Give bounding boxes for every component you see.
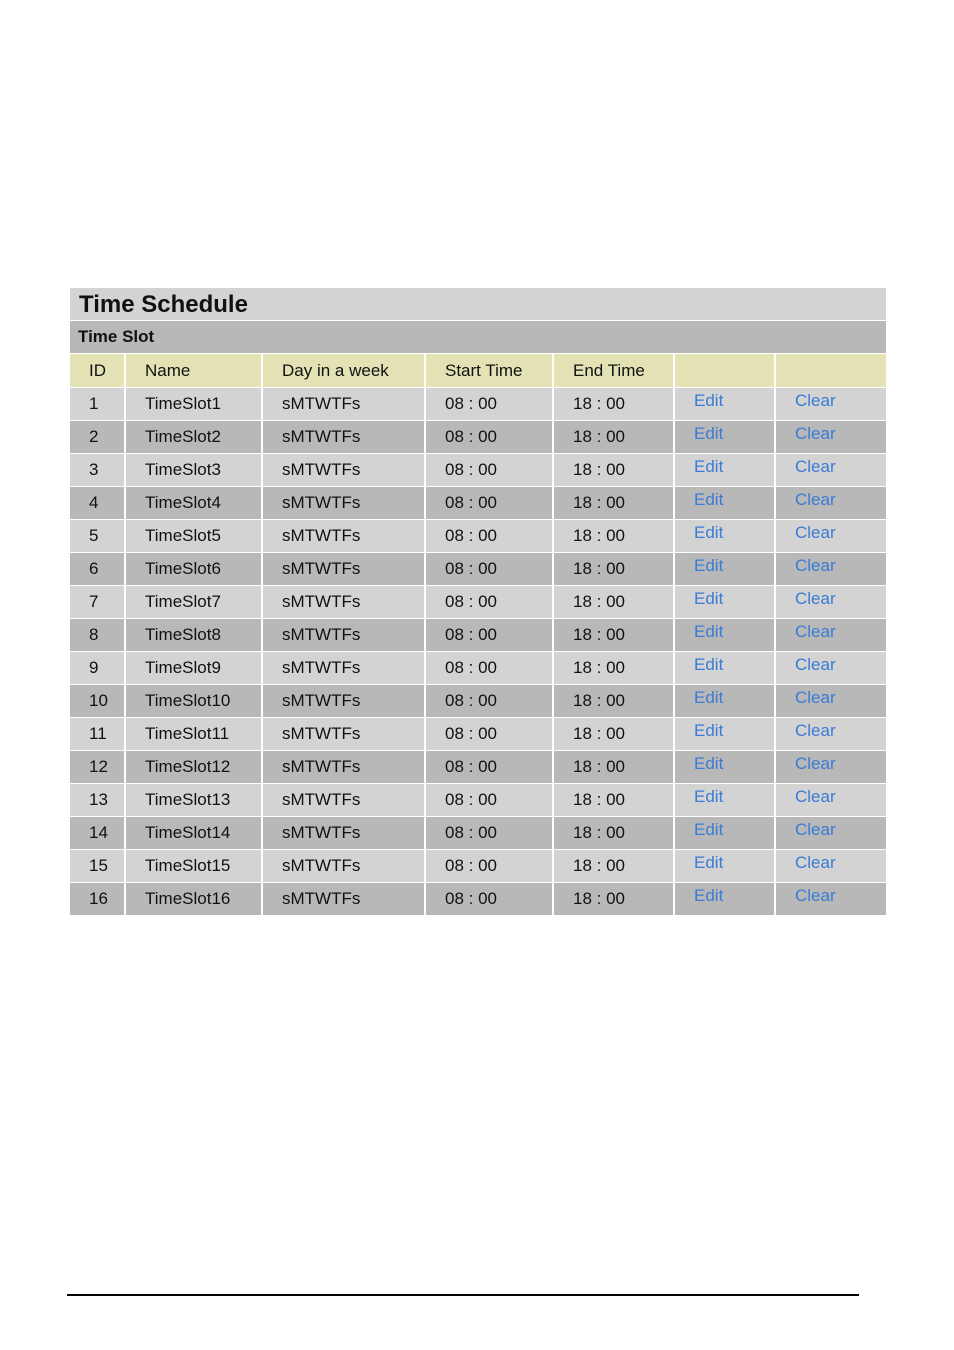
slot-name: TimeSlot12 <box>125 751 262 784</box>
slot-days: sMTWTFs <box>262 784 425 817</box>
slot-start-time: 08 : 00 <box>425 388 553 421</box>
slot-days: sMTWTFs <box>262 817 425 850</box>
column-header-clear <box>775 354 886 388</box>
slot-start-time: 08 : 00 <box>425 487 553 520</box>
slot-start-time: 08 : 00 <box>425 751 553 784</box>
slot-start-time: 08 : 00 <box>425 520 553 553</box>
slot-days: sMTWTFs <box>262 586 425 619</box>
slot-start-time: 08 : 00 <box>425 685 553 718</box>
edit-link[interactable]: Edit <box>694 688 724 707</box>
table-row <box>70 850 886 883</box>
edit-cell <box>674 553 775 586</box>
table-row <box>70 685 886 718</box>
slot-start-time: 08 : 00 <box>425 553 553 586</box>
slot-start-time: 08 : 00 <box>425 586 553 619</box>
slot-days: sMTWTFs <box>262 421 425 454</box>
slot-start-time: 08 : 00 <box>425 850 553 883</box>
clear-cell <box>775 421 886 454</box>
slot-start-time: 08 : 00 <box>425 454 553 487</box>
table-header-row <box>70 354 886 388</box>
clear-cell <box>775 619 886 652</box>
slot-start-time: 08 : 00 <box>425 619 553 652</box>
slot-days: sMTWTFs <box>262 850 425 883</box>
clear-cell <box>775 586 886 619</box>
slot-id: 5 <box>70 520 125 553</box>
edit-link[interactable]: Edit <box>694 424 724 443</box>
table-row <box>70 784 886 817</box>
slot-id: 1 <box>70 388 125 421</box>
column-header-start-time: Start Time <box>425 354 553 388</box>
column-header-id: ID <box>70 354 125 388</box>
slot-days: sMTWTFs <box>262 652 425 685</box>
edit-link[interactable]: Edit <box>694 589 724 608</box>
slot-id: 16 <box>70 883 125 916</box>
slot-name: TimeSlot8 <box>125 619 262 652</box>
edit-cell <box>674 421 775 454</box>
clear-link[interactable]: Clear <box>795 424 836 443</box>
clear-cell <box>775 850 886 883</box>
slot-id: 2 <box>70 421 125 454</box>
edit-cell <box>674 487 775 520</box>
slot-start-time: 08 : 00 <box>425 817 553 850</box>
clear-cell <box>775 520 886 553</box>
slot-id: 3 <box>70 454 125 487</box>
edit-link[interactable]: Edit <box>694 787 724 806</box>
clear-link[interactable]: Clear <box>795 556 836 575</box>
column-header-edit <box>674 354 775 388</box>
edit-cell <box>674 586 775 619</box>
slot-days: sMTWTFs <box>262 685 425 718</box>
clear-cell <box>775 784 886 817</box>
page-title: Time Schedule <box>70 288 886 321</box>
slot-name: TimeSlot15 <box>125 850 262 883</box>
edit-link[interactable]: Edit <box>694 457 724 476</box>
table-row <box>70 817 886 850</box>
clear-link[interactable]: Clear <box>795 457 836 476</box>
slot-end-time: 18 : 00 <box>553 718 674 751</box>
footer-rule <box>67 1294 859 1296</box>
column-header-name: Name <box>125 354 262 388</box>
edit-cell <box>674 883 775 916</box>
edit-cell <box>674 520 775 553</box>
slot-name: TimeSlot13 <box>125 784 262 817</box>
edit-link[interactable]: Edit <box>694 490 724 509</box>
clear-link[interactable]: Clear <box>795 787 836 806</box>
edit-cell <box>674 388 775 421</box>
edit-cell <box>674 619 775 652</box>
slot-id: 4 <box>70 487 125 520</box>
table-row <box>70 520 886 553</box>
clear-link[interactable]: Clear <box>795 523 836 542</box>
slot-days: sMTWTFs <box>262 751 425 784</box>
clear-cell <box>775 487 886 520</box>
slot-end-time: 18 : 00 <box>553 751 674 784</box>
slot-end-time: 18 : 00 <box>553 454 674 487</box>
edit-cell <box>674 718 775 751</box>
table-row <box>70 487 886 520</box>
table-row <box>70 454 886 487</box>
edit-link[interactable]: Edit <box>694 556 724 575</box>
slot-name: TimeSlot3 <box>125 454 262 487</box>
slot-start-time: 08 : 00 <box>425 883 553 916</box>
slot-end-time: 18 : 00 <box>553 817 674 850</box>
clear-link[interactable]: Clear <box>795 688 836 707</box>
slot-days: sMTWTFs <box>262 883 425 916</box>
edit-link[interactable]: Edit <box>694 391 724 410</box>
section-title: Time Slot <box>70 321 886 354</box>
clear-link[interactable]: Clear <box>795 721 836 740</box>
slot-id: 11 <box>70 718 125 751</box>
slot-days: sMTWTFs <box>262 388 425 421</box>
table-row <box>70 619 886 652</box>
table-row <box>70 421 886 454</box>
clear-cell <box>775 454 886 487</box>
clear-link[interactable]: Clear <box>795 853 836 872</box>
slot-end-time: 18 : 00 <box>553 487 674 520</box>
column-header-end-time: End Time <box>553 354 674 388</box>
slot-id: 8 <box>70 619 125 652</box>
clear-cell <box>775 388 886 421</box>
clear-link[interactable]: Clear <box>795 655 836 674</box>
slot-days: sMTWTFs <box>262 553 425 586</box>
clear-link[interactable]: Clear <box>795 820 836 839</box>
edit-cell <box>674 685 775 718</box>
edit-link[interactable]: Edit <box>694 655 724 674</box>
table-row <box>70 751 886 784</box>
edit-cell <box>674 850 775 883</box>
slot-id: 13 <box>70 784 125 817</box>
clear-cell <box>775 553 886 586</box>
slot-days: sMTWTFs <box>262 520 425 553</box>
clear-link[interactable]: Clear <box>795 886 836 905</box>
slot-end-time: 18 : 00 <box>553 685 674 718</box>
edit-link[interactable]: Edit <box>694 754 724 773</box>
slot-end-time: 18 : 00 <box>553 883 674 916</box>
clear-link[interactable]: Clear <box>795 589 836 608</box>
slot-start-time: 08 : 00 <box>425 421 553 454</box>
slot-name: TimeSlot6 <box>125 553 262 586</box>
slot-end-time: 18 : 00 <box>553 520 674 553</box>
edit-link[interactable]: Edit <box>694 523 724 542</box>
slot-end-time: 18 : 00 <box>553 421 674 454</box>
slot-start-time: 08 : 00 <box>425 784 553 817</box>
slot-id: 15 <box>70 850 125 883</box>
table-row <box>70 652 886 685</box>
slot-end-time: 18 : 00 <box>553 850 674 883</box>
slot-days: sMTWTFs <box>262 487 425 520</box>
slot-name: TimeSlot9 <box>125 652 262 685</box>
slot-name: TimeSlot10 <box>125 685 262 718</box>
edit-link[interactable]: Edit <box>694 820 724 839</box>
slot-end-time: 18 : 00 <box>553 784 674 817</box>
slot-id: 9 <box>70 652 125 685</box>
table-row <box>70 586 886 619</box>
column-header-day: Day in a week <box>262 354 425 388</box>
clear-link[interactable]: Clear <box>795 622 836 641</box>
edit-link[interactable]: Edit <box>694 721 724 740</box>
clear-link[interactable]: Clear <box>795 754 836 773</box>
clear-cell <box>775 718 886 751</box>
slot-id: 6 <box>70 553 125 586</box>
edit-link[interactable]: Edit <box>694 886 724 905</box>
table-row <box>70 553 886 586</box>
slot-days: sMTWTFs <box>262 718 425 751</box>
clear-cell <box>775 883 886 916</box>
edit-cell <box>674 751 775 784</box>
table-row <box>70 718 886 751</box>
clear-cell <box>775 751 886 784</box>
slot-id: 10 <box>70 685 125 718</box>
clear-cell <box>775 685 886 718</box>
clear-cell <box>775 652 886 685</box>
slot-id: 7 <box>70 586 125 619</box>
slot-id: 14 <box>70 817 125 850</box>
time-slot-rows <box>70 388 886 916</box>
slot-name: TimeSlot4 <box>125 487 262 520</box>
slot-name: TimeSlot7 <box>125 586 262 619</box>
slot-end-time: 18 : 00 <box>553 619 674 652</box>
slot-end-time: 18 : 00 <box>553 388 674 421</box>
edit-cell <box>674 454 775 487</box>
slot-name: TimeSlot1 <box>125 388 262 421</box>
slot-days: sMTWTFs <box>262 619 425 652</box>
edit-link[interactable]: Edit <box>694 622 724 641</box>
edit-cell <box>674 652 775 685</box>
slot-start-time: 08 : 00 <box>425 652 553 685</box>
edit-link[interactable]: Edit <box>694 853 724 872</box>
slot-id: 12 <box>70 751 125 784</box>
slot-end-time: 18 : 00 <box>553 652 674 685</box>
table-row <box>70 883 886 916</box>
clear-link[interactable]: Clear <box>795 490 836 509</box>
clear-cell <box>775 817 886 850</box>
slot-end-time: 18 : 00 <box>553 553 674 586</box>
clear-link[interactable]: Clear <box>795 391 836 410</box>
time-schedule-panel <box>70 288 886 915</box>
slot-end-time: 18 : 00 <box>553 586 674 619</box>
slot-name: TimeSlot5 <box>125 520 262 553</box>
slot-start-time: 08 : 00 <box>425 718 553 751</box>
edit-cell <box>674 817 775 850</box>
slot-days: sMTWTFs <box>262 454 425 487</box>
edit-cell <box>674 784 775 817</box>
time-slot-table <box>70 354 886 915</box>
slot-name: TimeSlot2 <box>125 421 262 454</box>
table-row <box>70 388 886 421</box>
slot-name: TimeSlot16 <box>125 883 262 916</box>
slot-name: TimeSlot14 <box>125 817 262 850</box>
slot-name: TimeSlot11 <box>125 718 262 751</box>
